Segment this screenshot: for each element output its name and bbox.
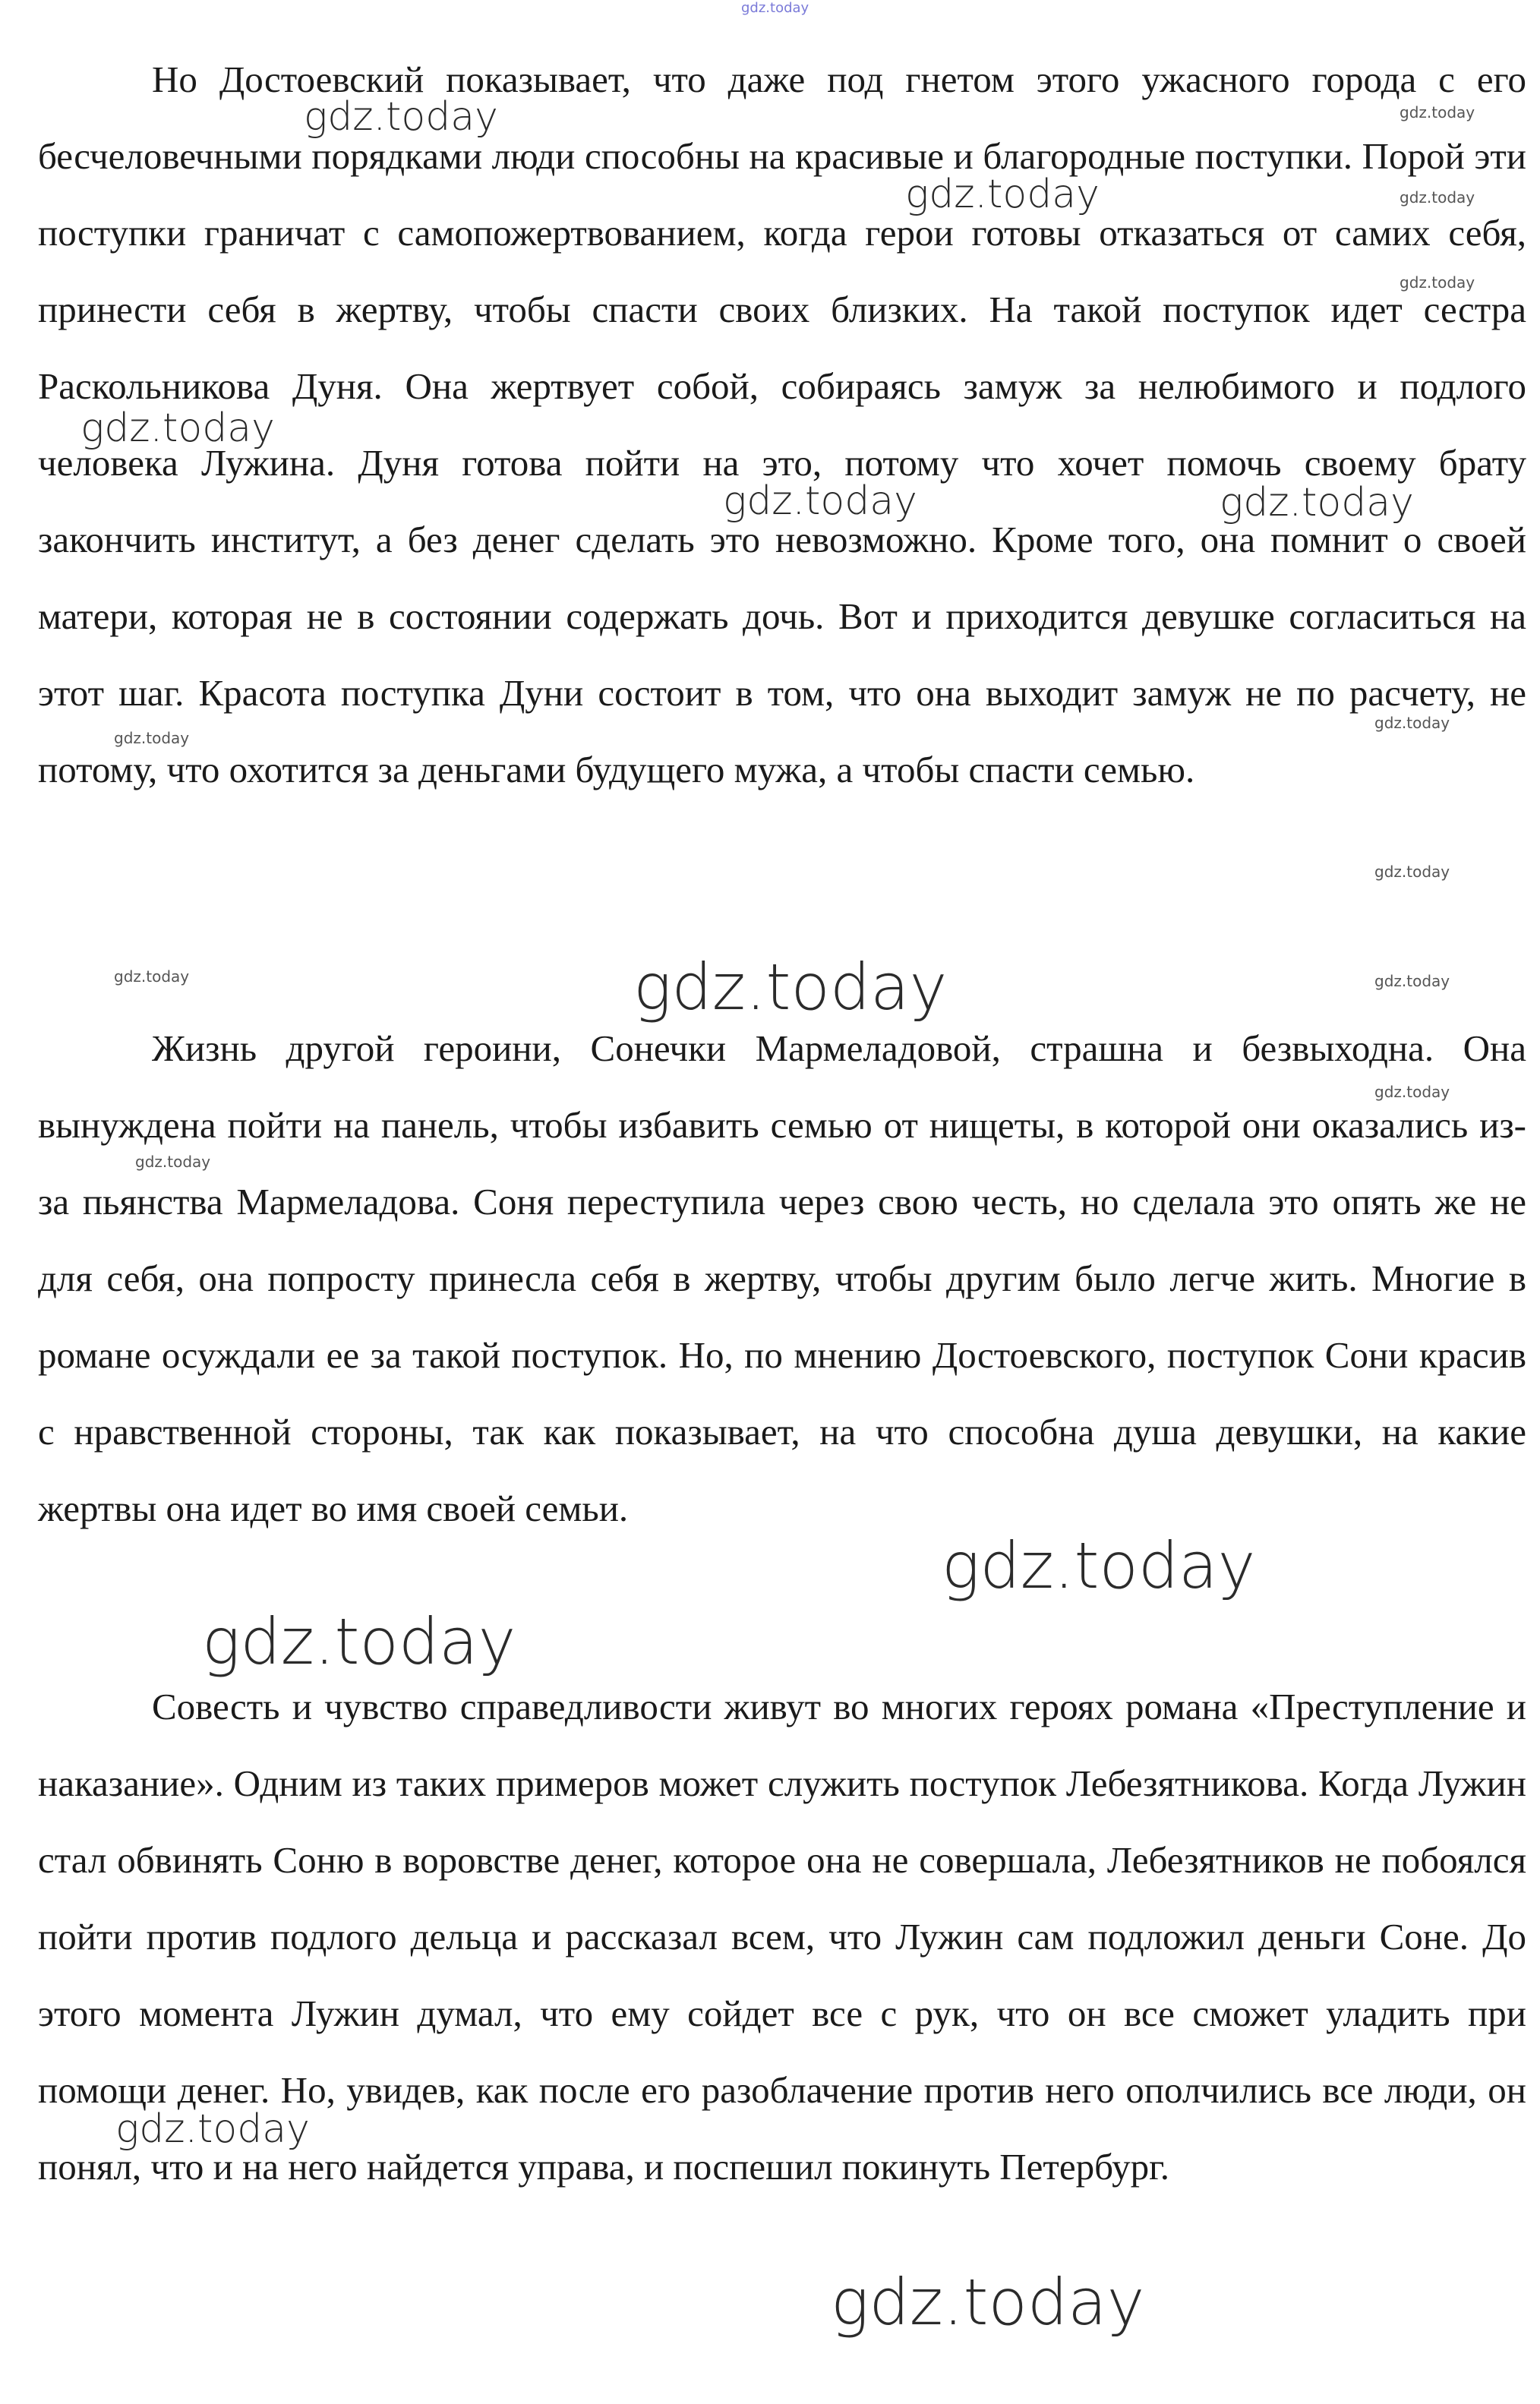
- watermark: gdz.today: [1220, 480, 1414, 525]
- watermark: gdz.today: [135, 1153, 211, 1171]
- paragraph-sonya: Жизнь другой героини, Сонечки Мармеладовой, страшна и безвыходна. Она вынуждена пойти на панель, чтобы избавить семью от нищеты, в которой они оказались из-за пьянства Мармеладова. Соня переступила через свою честь, но сделала это опять же не для себя, она попросту принесла себя в жертву, чтобы другим было легче жить. Многие в романе осуждали ее за такой поступок. Но, по мнению Достоевского, поступок Сони красив с нравственной стороны, так как показывает, на что способна душа девушки, на какие жертвы она идет во имя своей семьи.: [38, 1027, 1526, 1529]
- paragraph-dunya: Но Достоевский показывает, что даже под гнетом этого ужасного города с его бесчеловечными порядками люди способны на красивые и благородные поступки. Порой эти поступки граничат с самопожертвованием, когда герои готовы отказаться от самих себя, принести себя в жертву, чтобы спасти своих близких. На такой поступок идет сестра Раскольникова Дуня. Она жертвует собой, собираясь замуж за нелюбимого и подлого человека Лужина. Дуня готова пойти на это, потому что хочет помочь своему брату закончить институт, а без денег сделать это невозможно. Кроме того, она помнит о своей матери, которая не в состоянии содержать дочь. Вот и приходится девушке согласиться на этот шаг. Красота поступка Дуни состоит в том, что она выходит замуж не по расчету, не потому, что охотится за деньгами будущего мужа, а чтобы спасти семью.: [38, 58, 1526, 790]
- watermark: gdz.today: [1374, 714, 1450, 732]
- watermark: gdz.today: [942, 1529, 1256, 1603]
- watermark: gdz.today: [633, 950, 948, 1024]
- watermark: gdz.today: [114, 729, 190, 747]
- watermark: gdz.today: [1400, 188, 1475, 207]
- watermark: gdz.today: [905, 172, 1100, 217]
- watermark: gdz.today: [831, 2265, 1145, 2339]
- paragraph-lebezyatnikov: Совесть и чувство справедливости живут во многих героях романа «Преступление и наказание». Одним из таких примеров может служить поступок Лебезятникова. Когда Лужин стал обвинять Соню в воровстве денег, которое она не совершала, Лебезятников не побоялся пойти против подлого дельца и рассказал всем, что Лужин сам подложил деньги Соне. До этого момента Лужин думал, что ему сойдет все с рук, что он все сможет уладить при помощи денег. Но, увидев, как после его разоблачение против него ополчились все люди, он понял, что и на него найдется управа, и поспешил покинуть Петербург.: [38, 1686, 1526, 2188]
- watermark: gdz.today: [115, 2106, 310, 2152]
- watermark: gdz.today: [1400, 103, 1475, 121]
- watermark: gdz.today: [1374, 863, 1450, 881]
- watermark: gdz.today: [304, 94, 498, 140]
- watermark: gdz.today: [80, 405, 275, 451]
- watermark: gdz.today: [1400, 273, 1475, 292]
- watermark: gdz.today: [741, 0, 809, 16]
- watermark: gdz.today: [723, 478, 917, 524]
- watermark: gdz.today: [202, 1604, 516, 1679]
- watermark: gdz.today: [1374, 1083, 1450, 1101]
- watermark: gdz.today: [114, 967, 190, 986]
- watermark: gdz.today: [1374, 972, 1450, 990]
